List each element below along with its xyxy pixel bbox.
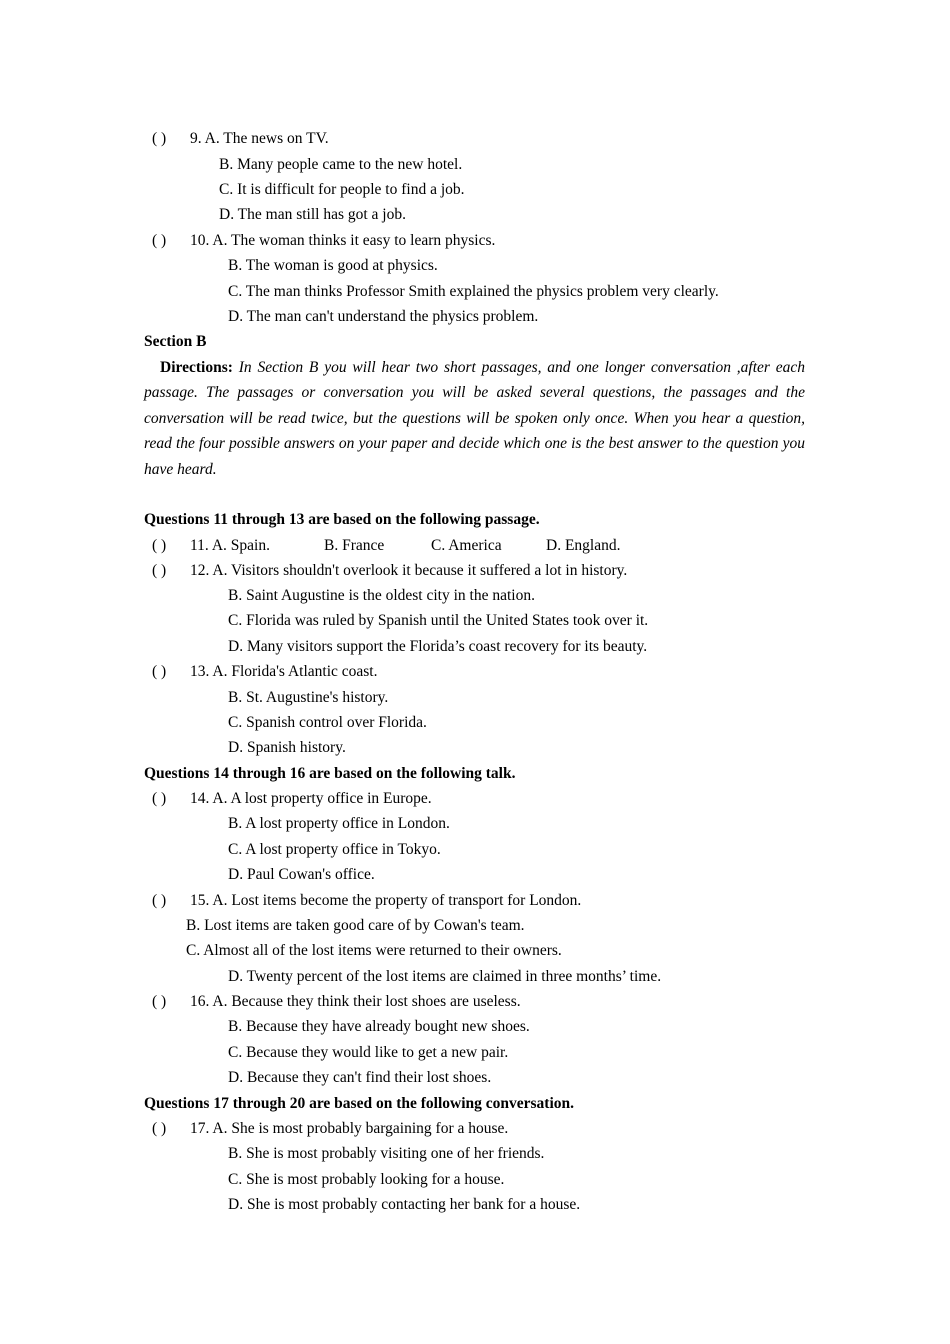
q9-option-d: D. The man still has got a job. (219, 206, 406, 223)
q15-option-a: 15. A. Lost items become the property of transport for London. (190, 892, 582, 909)
answer-blank[interactable]: ( ) (152, 537, 167, 554)
q13-option-b: B. St. Augustine's history. (228, 689, 389, 706)
q13-option-c: C. Spanish control over Florida. (228, 714, 427, 731)
q12-option-c: C. Florida was ruled by Spanish until the United States took over it. (228, 612, 649, 629)
q14-option-b: B. A lost property office in London. (228, 815, 450, 832)
q16-option-d: D. Because they can't find their lost shoes. (228, 1069, 492, 1086)
q11-option-c: C. America (431, 537, 502, 554)
q14-option-c: C. A lost property office in Tokyo. (228, 841, 441, 858)
q17-option-a: 17. A. She is most probably bargaining for a house. (190, 1120, 509, 1137)
q16-option-a: 16. A. Because they think their lost shoes are useless. (190, 993, 521, 1010)
q17-option-d: D. She is most probably contacting her bank for a house. (228, 1196, 581, 1213)
answer-blank[interactable]: ( ) (152, 663, 167, 680)
q14-option-a: 14. A. A lost property office in Europe. (190, 790, 432, 807)
section-b-title: Section B (144, 333, 207, 350)
q16-option-c: C. Because they would like to get a new pair. (228, 1044, 509, 1061)
q10-option-b: B. The woman is good at physics. (228, 257, 438, 274)
questions-11-13-heading: Questions 11 through 13 are based on the following passage. (144, 511, 540, 528)
q9-option-a: 9. A. The news on TV. (190, 130, 329, 147)
q15-option-c: C. Almost all of the lost items were returned to their owners. (186, 942, 562, 959)
q16-option-b: B. Because they have already bought new shoes. (228, 1018, 530, 1035)
q12-option-d: D. Many visitors support the Florida’s coast recovery for its beauty. (228, 638, 648, 655)
directions-label: Directions: (160, 359, 233, 376)
questions-14-16-heading: Questions 14 through 16 are based on the following talk. (144, 765, 516, 782)
q10-option-c: C. The man thinks Professor Smith explained the physics problem very clearly. (228, 283, 719, 300)
answer-blank[interactable]: ( ) (152, 892, 167, 909)
q14-option-d: D. Paul Cowan's office. (228, 866, 375, 883)
q11-option-d: D. England. (546, 537, 621, 554)
q17-option-c: C. She is most probably looking for a house. (228, 1171, 505, 1188)
q13-option-a: 13. A. Florida's Atlantic coast. (190, 663, 378, 680)
q9-option-b: B. Many people came to the new hotel. (219, 156, 463, 173)
answer-blank[interactable]: ( ) (152, 1120, 167, 1137)
answer-blank[interactable]: ( ) (152, 790, 167, 807)
q11-option-a: 11. A. Spain. (190, 537, 270, 554)
questions-17-20-heading: Questions 17 through 20 are based on the following conversation. (144, 1095, 575, 1112)
q12-option-a: 12. A. Visitors shouldn't overlook it because it suffered a lot in history. (190, 562, 628, 579)
section-b-directions (144, 355, 805, 482)
q10-option-d: D. The man can't understand the physics problem. (228, 308, 539, 325)
q15-option-b: B. Lost items are taken good care of by Cowan's team. (186, 917, 525, 934)
q15-option-d: D. Twenty percent of the lost items are claimed in three months’ time. (228, 968, 662, 985)
q10-option-a: 10. A. The woman thinks it easy to learn physics. (190, 232, 496, 249)
answer-blank[interactable]: ( ) (152, 232, 167, 249)
q9-option-c: C. It is difficult for people to find a job. (219, 181, 465, 198)
directions-text: In Section B you will hear two short passages, and one longer conversation ,after each passage. The passages or conversation you will be asked several questions, the passages and the conversation will be read twice, but the questions will be spoken only once. When you hear a question, read the four possible answers on your paper and decide which one is the best answer to the question you have heard. (144, 359, 805, 478)
answer-blank[interactable]: ( ) (152, 562, 167, 579)
q11-option-b: B. France (324, 537, 385, 554)
q17-option-b: B. She is most probably visiting one of her friends. (228, 1145, 545, 1162)
q12-option-b: B. Saint Augustine is the oldest city in the nation. (228, 587, 535, 604)
answer-blank[interactable]: ( ) (152, 993, 167, 1010)
q13-option-d: D. Spanish history. (228, 739, 346, 756)
answer-blank[interactable]: ( ) (152, 130, 167, 147)
